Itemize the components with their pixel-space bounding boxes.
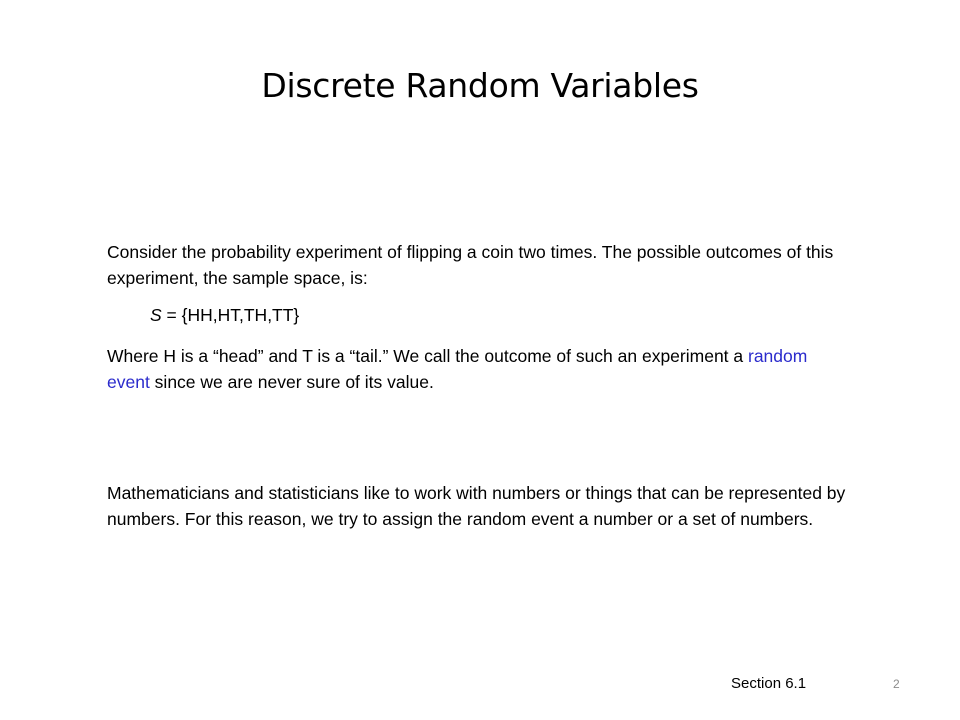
footer-section-label: Section 6.1 — [731, 675, 807, 692]
random-event-text-after: since we are never sure of its value. — [149, 372, 434, 392]
page-number: 2 — [893, 677, 900, 691]
slide-title: Discrete Random Variables — [261, 66, 699, 105]
sample-space-symbol: S — [150, 305, 162, 325]
random-event-text-before: Where H is a “head” and T is a “tail.” We call the outcome of such an experiment a — [107, 346, 748, 366]
numbers-paragraph: Mathematicians and statisticians like to work with numbers or things that can be represented by numbers. For this reason, we try to assign the random event a number or a set of numbers. — [107, 483, 846, 529]
random-event-paragraph — [107, 343, 847, 395]
random-event-highlight: random event — [107, 346, 808, 392]
intro-paragraph: Consider the probability experiment of flipping a coin two times. The possible outcomes of this experiment, the sample space, is: — [107, 242, 834, 288]
sample-space-set: = {HH,HT,TH,TT} — [161, 305, 300, 325]
sample-space-line — [150, 302, 890, 328]
